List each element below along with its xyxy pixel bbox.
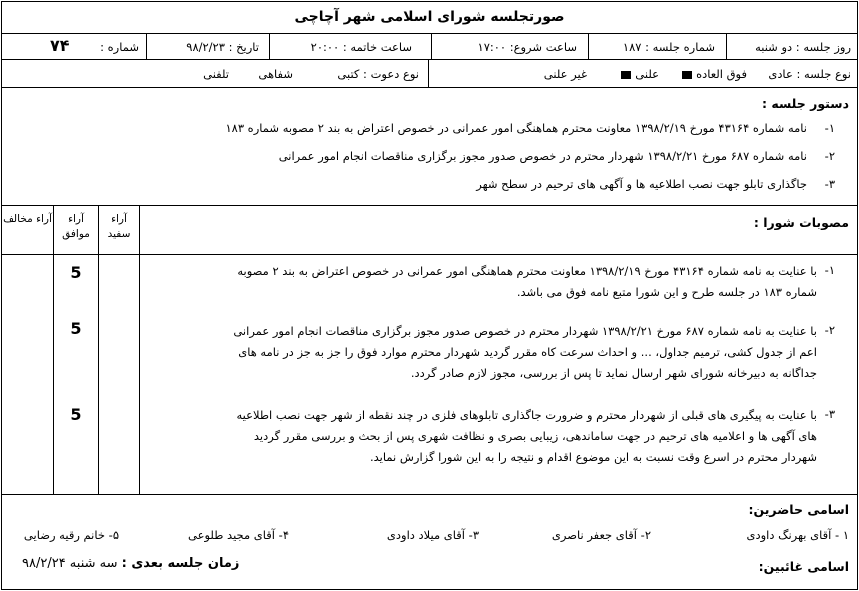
title-box	[1, 1, 858, 34]
oral-option: شفاهی	[258, 67, 293, 81]
attendee-name: ۴- آقای مجید طلوعی	[188, 528, 289, 542]
resolution-text	[117, 261, 817, 303]
attendees-heading: اسامی حاضرین:	[748, 502, 849, 517]
agenda-item-num: ۱-	[824, 121, 835, 135]
resolution-line: جداگانه به دبیرخانه شورای شهر ارسال نماید تا پس از بررسی، مجوز لازم صادر گردد.	[410, 366, 817, 380]
checkbox-square-icon	[682, 71, 692, 79]
session-type-row	[1, 59, 858, 88]
resolution-num: ۱-	[824, 263, 835, 277]
public-option	[617, 67, 659, 81]
agenda-item-num: ۳-	[824, 177, 835, 191]
checkbox-square-icon	[621, 71, 631, 79]
agree-vote-count: 5	[70, 405, 82, 424]
agenda-item-text: جاگذاری تابلو جهت نصب اطلاعیه ها و آگهی های ترحیم در سطح شهر	[476, 177, 807, 191]
attendee-name: ۳- آقای میلاد داودی	[386, 528, 479, 542]
resolution-line: شماره ۱۸۳ در جلسه طرح و این شورا متبع نامه فوق می باشد.	[516, 285, 817, 299]
resolution-line: های آگهی ها و اعلامیه های ترحیم در جهت ساماندهی، زیبایی بصری و نظافت شهری پس از بحث و بررسی مقرر گردید	[253, 429, 817, 443]
session-type: نوع جلسه : عادی	[768, 67, 851, 81]
resolution-text	[117, 405, 817, 468]
resolution-line: با عنایت به پیگیری های قبلی از شهردار محترم و ضرورت جاگذاری تابلوهای فلزی در چند نقطه از شهر جهت نصب اطلاعیه	[236, 408, 817, 422]
attendee-name: ۲- آقای جعفر ناصری	[551, 528, 651, 542]
extraordinary-label: فوق العاده	[696, 67, 747, 81]
agenda-section	[1, 87, 858, 206]
extraordinary-option	[678, 67, 747, 81]
session-date: تاریخ : ۹۸/۲/۲۳	[186, 40, 259, 54]
next-session	[22, 556, 239, 571]
resolution-line: اعم از جدول کشی، ترمیم جداول، ... و احداث سرعت کاه مقرر گردید شهردار محترم موارد فوق را جز به جز در نامه های	[238, 345, 817, 359]
agenda-heading: دستور جلسه :	[762, 96, 849, 111]
oppose-votes-header: آراء مخالف	[3, 213, 52, 225]
next-session-value: سه شنبه ۹۸/۲/۲۴	[22, 556, 118, 571]
resolutions-heading: مصوبات شورا :	[753, 215, 849, 230]
record-number-label: شماره :	[100, 40, 139, 54]
resolution-line: شهردار محترم در اسرع وقت نسبت به این موضوع اقدام و نتیجه را به این شورا گزارش نماید.	[369, 450, 817, 464]
absentees-heading: اسامی غائبین:	[758, 559, 849, 574]
session-day: روز جلسه : دو شنبه	[755, 40, 851, 54]
start-time: ساعت شروع: ۱۷:۰۰	[477, 40, 577, 54]
next-session-label: زمان جلسه بعدی :	[121, 556, 240, 571]
resolution-num: ۳-	[824, 407, 835, 421]
resolution-text	[117, 321, 817, 384]
non-public-option: غیر علنی	[543, 67, 587, 81]
agenda-item-text: نامه شماره ۶۸۷ مورخ ۱۳۹۸/۲/۲۱ شهردار محترم در خصوص صدور مجوز برگزاری مناقصات انجام امور عمرانی	[278, 149, 807, 163]
agree-votes-header: آراء موافق	[62, 213, 90, 240]
agenda-item-text: نامه شماره ۴۳۱۶۴ مورخ ۱۳۹۸/۲/۱۹ معاونت محترم هماهنگی امور عمرانی در خصوص اعتراض به بند ۲ مصوبه شماره ۱۸۳	[225, 121, 807, 135]
page-title: صورتجلسه شورای اسلامی شهر آچاچی	[294, 9, 565, 25]
end-time: ساعت خاتمه : ۲۰:۰۰	[310, 40, 412, 54]
public-label: علنی	[635, 67, 659, 81]
agree-vote-count: 5	[70, 319, 82, 338]
invite-type: نوع دعوت : کتبی	[337, 67, 419, 81]
resolution-line: با عنایت به نامه شماره ۴۳۱۶۴ مورخ ۱۳۹۸/۲/۱۹ معاونت محترم هماهنگی امور عمرانی در خصوص اعتراض به بند ۲ مصوبه	[237, 264, 817, 278]
record-number-value: ۷۴	[50, 36, 70, 55]
resolutions-section	[1, 205, 858, 495]
attendee-name: ۵- خانم رقیه رضایی	[23, 528, 119, 542]
attendee-name: ۱ - آقای بهرنگ داودی	[746, 528, 849, 542]
session-number: شماره جلسه : ۱۸۷	[622, 40, 715, 54]
agree-vote-count: 5	[70, 263, 82, 282]
resolution-num: ۲-	[824, 323, 835, 337]
resolution-line: با عنایت به نامه شماره ۶۸۷ مورخ ۱۳۹۸/۲/۲۱ شهردار محترم در خصوص صدور مجوز برگزاری مناقصات انجام امور عمرانی	[233, 324, 817, 338]
session-info-row	[1, 33, 858, 60]
phone-option: تلفنی	[203, 67, 229, 81]
white-votes-header: آراء سفید	[107, 213, 131, 240]
agenda-item-num: ۲-	[824, 149, 835, 163]
attendance-section	[1, 494, 858, 590]
